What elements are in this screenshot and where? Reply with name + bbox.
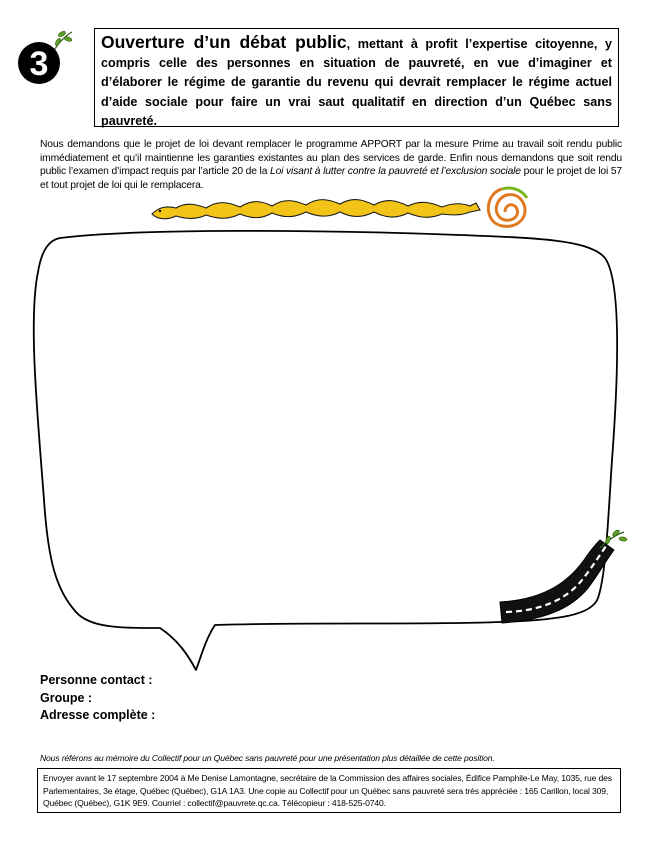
contact-block (40, 672, 155, 725)
law-title: Loi visant à lutter contre la pauvreté et l’exclusion sociale (270, 166, 521, 178)
contact-person-label: Personne contact : (40, 673, 153, 687)
intro-text-2: pour le projet de loi 57 et tout projet de loi qui le remplacera. (40, 166, 623, 191)
footnote: Nous référons au mémoire du Collectif pour un Québec sans pauvreté pour une présentation plus détaillée de cette position. (40, 753, 495, 763)
send-to-box (37, 768, 621, 813)
heading-rest: , mettant à profit l’expertise citoyenne, y compris celle des personnes en situation de pauvreté, en vue d’imaginer et d’élaborer le régime de garantie du revenu qui devrait remplacer le régime actuel d’aide sociale pour faire un vrai saut qualitatif en direction d’un Québec sans pauvreté. (101, 37, 612, 128)
contact-address-label: Adresse complète : (40, 708, 156, 722)
send-to-text: Envoyer avant le 17 septembre 2004 à Me Denise Lamontagne, secrétaire de la Commission des affaires sociales, Édifice Pamphile-Le May, 1035, rue des Parlementaires, 3e étage, Québec (Québec), G1A 1A3. Une copie au Collectif pour un Québec sans pauvreté sera très appréciée : 165 Carillon, local 309, Québec (Québec), G1K 9E9. Courriel : collectif@pauvrete.qc.ca. Télécopieur : 418-525-0740. (43, 773, 612, 809)
svg-text:3: 3 (29, 45, 49, 83)
contact-group-label: Groupe : (40, 690, 93, 705)
intro-text-1: Nous demandons que le projet de loi devant remplacer le programme APPORT par la mesure Prime au travail soit rendu public immédiatement et qu’il maintienne les garanties existantes au plan des services de garde. Enfin nous demandons que soit rendu public l’examen d’impact requis par l’article 20 de la (40, 139, 622, 178)
heading-lead: Ouverture d’un débat public (101, 32, 347, 52)
spiral-icon (488, 188, 527, 226)
road-icon (500, 540, 614, 623)
snake-icon (152, 200, 480, 219)
